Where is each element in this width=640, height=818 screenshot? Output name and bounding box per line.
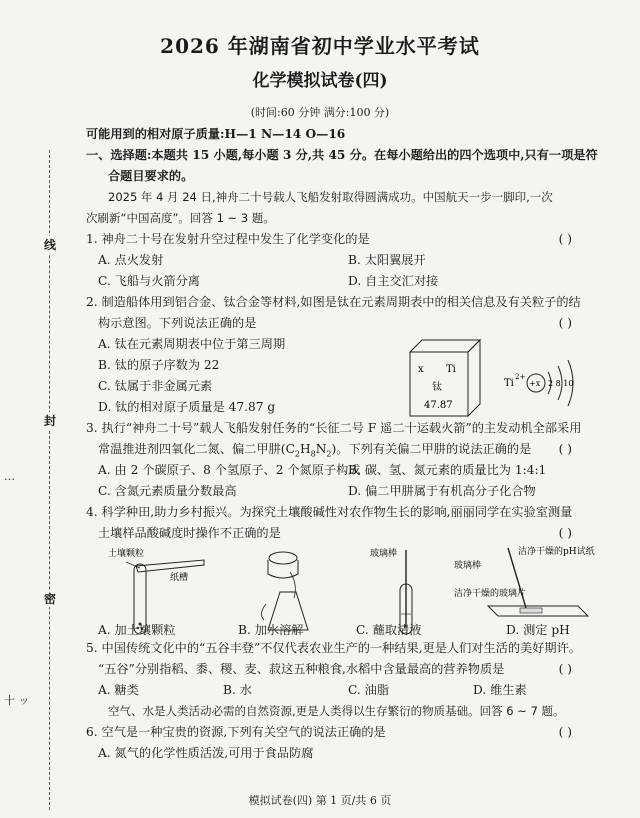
figure-b-add-water	[261, 552, 308, 630]
q5-options	[86, 680, 616, 701]
q4-stem-line2: 土壤样品酸碱度时操作不正确的是	[98, 526, 281, 540]
q3-stem-line2: 常温推进剂四氧化二氮、偏二甲肼$(C_2H_8N_2)$。下列有关偏二甲肼的说法正确的是	[98, 442, 532, 459]
time-and-score: (时间:60 分钟 满分:100 分)	[250, 106, 390, 119]
ion-label: Ti	[504, 378, 514, 389]
question-6	[86, 722, 616, 743]
question-4	[86, 523, 616, 544]
binding-char-secret: 密	[43, 592, 56, 606]
cell-symbol: Ti	[446, 364, 456, 375]
exam-content	[86, 124, 616, 764]
q3-options-row1	[86, 460, 616, 481]
q4-stem-line1: 4. 科学种田,助力乡村振兴。为探究土壤酸碱性对农作物生长的影响,丽丽同学在实验室测量	[86, 505, 573, 519]
q4-option-d[interactable]: D. 测定 pH	[506, 623, 570, 637]
q2-option-d[interactable]: D. 钛的相对原子质量是 47.87 g	[98, 400, 276, 414]
q1-answer-blank[interactable]: ( )	[558, 232, 572, 246]
q4-answer-blank[interactable]: ( )	[558, 526, 572, 540]
exam-subtitle: 化学模拟试卷(四)	[252, 71, 388, 91]
label-glass-rod-d: 玻璃棒	[454, 561, 482, 571]
atomic-masses: 可能用到的相对原子质量:H—1 N—14 O—16	[86, 127, 346, 141]
cell-mass: 47.87	[424, 400, 453, 411]
figure-d-measure-ph	[454, 545, 595, 616]
q1-option-a[interactable]: A. 点火发射	[98, 253, 164, 267]
q1-option-b[interactable]: B. 太阳翼展开	[348, 253, 426, 267]
titanium-figure	[408, 334, 588, 418]
q5-stem-line2: “五谷”分别指稻、黍、稷、麦、菽这五种粮食,水稻中含量最高的营养物质是	[98, 662, 505, 676]
ion-nucleus: +x	[529, 379, 541, 388]
q6-option-a[interactable]: A. 氮气的化学性质活泼,可用于食品防腐	[98, 746, 314, 760]
q5-option-c[interactable]: C. 油脂	[348, 683, 390, 697]
ion-charge: 2+	[515, 373, 526, 381]
edge-mark-text: 十 ッ	[4, 694, 30, 707]
cell-atomic-number: x	[418, 364, 424, 375]
q1-option-d[interactable]: D. 自主交汇对接	[348, 274, 439, 288]
ion-structure-diagram	[504, 360, 573, 406]
q1-stem: 1. 神舟二十号在发射升空过程中发生了化学变化的是	[86, 232, 370, 246]
question-3	[86, 439, 616, 460]
q3-option-d[interactable]: D. 偏二甲肼属于有机高分子化合物	[348, 484, 536, 498]
exam-title: 2026 年湖南省初中学业水平考试	[160, 34, 480, 58]
q4-option-a[interactable]: A. 加土壤颗粒	[98, 623, 176, 637]
question-1	[86, 229, 616, 250]
q2-option-a[interactable]: A. 钛在元素周期表中位于第三周期	[98, 337, 286, 351]
label-soil: 土壤颗粒	[108, 549, 145, 559]
question-2	[86, 313, 616, 334]
binding-char-line: 线	[43, 238, 56, 252]
q4-option-b[interactable]: B. 加水溶解	[238, 623, 304, 637]
q2-answer-blank[interactable]: ( )	[558, 316, 572, 330]
q1-options-row2	[86, 271, 616, 292]
context1-line2: 次刷新“中国高度”。回答 1 ~ 3 题。	[86, 211, 275, 225]
periodic-table-cell	[410, 340, 480, 416]
binding-margin	[40, 150, 60, 810]
q1-option-c[interactable]: C. 飞船与火箭分离	[98, 274, 200, 288]
q2-option-b[interactable]: B. 钛的原子序数为 22	[98, 358, 220, 372]
ion-electrons: 2 8 10	[548, 379, 574, 388]
q4-option-c[interactable]: C. 蘸取清液	[356, 623, 422, 637]
q2-stem-line1: 2. 制造船体用到铝合金、钛合金等材料,如图是钛在元素周期表中的相关信息及有关粒子的结	[86, 295, 581, 309]
q3-options-row2	[86, 481, 616, 502]
q6-stem: 6. 空气是一种宝贵的资源,下列有关空气的说法正确的是	[86, 725, 386, 739]
label-glass-rod: 玻璃棒	[370, 549, 398, 559]
context2: 空气、水是人类活动必需的自然资源,更是人类得以生存繁衍的物质基础。回答 6 ~ 7 题。	[108, 704, 565, 718]
q5-answer-blank[interactable]: ( )	[558, 662, 572, 676]
context1-line1: 2025 年 4 月 24 日,神舟二十号载人飞船发射取得圆满成功。中国航天一步一脚印,一次	[108, 190, 553, 204]
q3-option-b[interactable]: B. 碳、氢、氮元素的质量比为 1:4:1	[348, 463, 547, 477]
label-ph-paper: 洁净干燥的pH试纸	[518, 547, 595, 557]
binding-char-seal: 封	[43, 414, 56, 428]
cell-name: 钛	[432, 382, 442, 393]
q3-answer-blank[interactable]: ( )	[558, 442, 572, 456]
q4-figures	[86, 544, 616, 638]
q3-option-a[interactable]: A. 由 2 个碳原子、8 个氢原子、2 个氮原子构成	[98, 463, 361, 477]
q2-options	[86, 334, 386, 418]
q1-options-row1	[86, 250, 616, 271]
q2-body	[86, 334, 616, 418]
question-5	[86, 659, 616, 680]
q6-answer-blank[interactable]: ( )	[558, 725, 572, 739]
section1-instruction-line1: 一、选择题:本题共 15 小题,每小题 3 分,共 45 分。在每小题给出的四个选项中,只有一项是符	[86, 148, 598, 162]
section1-instruction-line2: 合题目要求的。	[108, 169, 194, 183]
q3-option-c[interactable]: C. 含氮元素质量分数最高	[98, 484, 237, 498]
q2-stem-line2: 构示意图。下列说法正确的是	[98, 316, 257, 330]
q5-option-b[interactable]: B. 水	[223, 683, 252, 697]
label-paper-trough: 纸槽	[170, 573, 189, 583]
q3-stem-line1: 3. 执行“神舟二十号”载人飞船发射任务的“长征二号 F 遥二十运载火箭”的主发动机全部采用	[86, 421, 582, 435]
edge-mark-dots: …	[4, 470, 15, 483]
q5-option-a[interactable]: A. 糖类	[98, 683, 139, 697]
q5-stem-line1: 5. 中国传统文化中的“五谷丰登”不仅代表农业生产的一种结果,更是人们对生活的美好期许。	[86, 641, 581, 655]
page-footer: 模拟试卷(四) 第 1 页/共 6 页	[248, 794, 392, 807]
label-glass-plate: 洁净干燥的玻璃片	[454, 589, 527, 599]
q5-option-d[interactable]: D. 维生素	[473, 683, 527, 697]
q2-option-c[interactable]: C. 钛属于非金属元素	[98, 379, 213, 393]
